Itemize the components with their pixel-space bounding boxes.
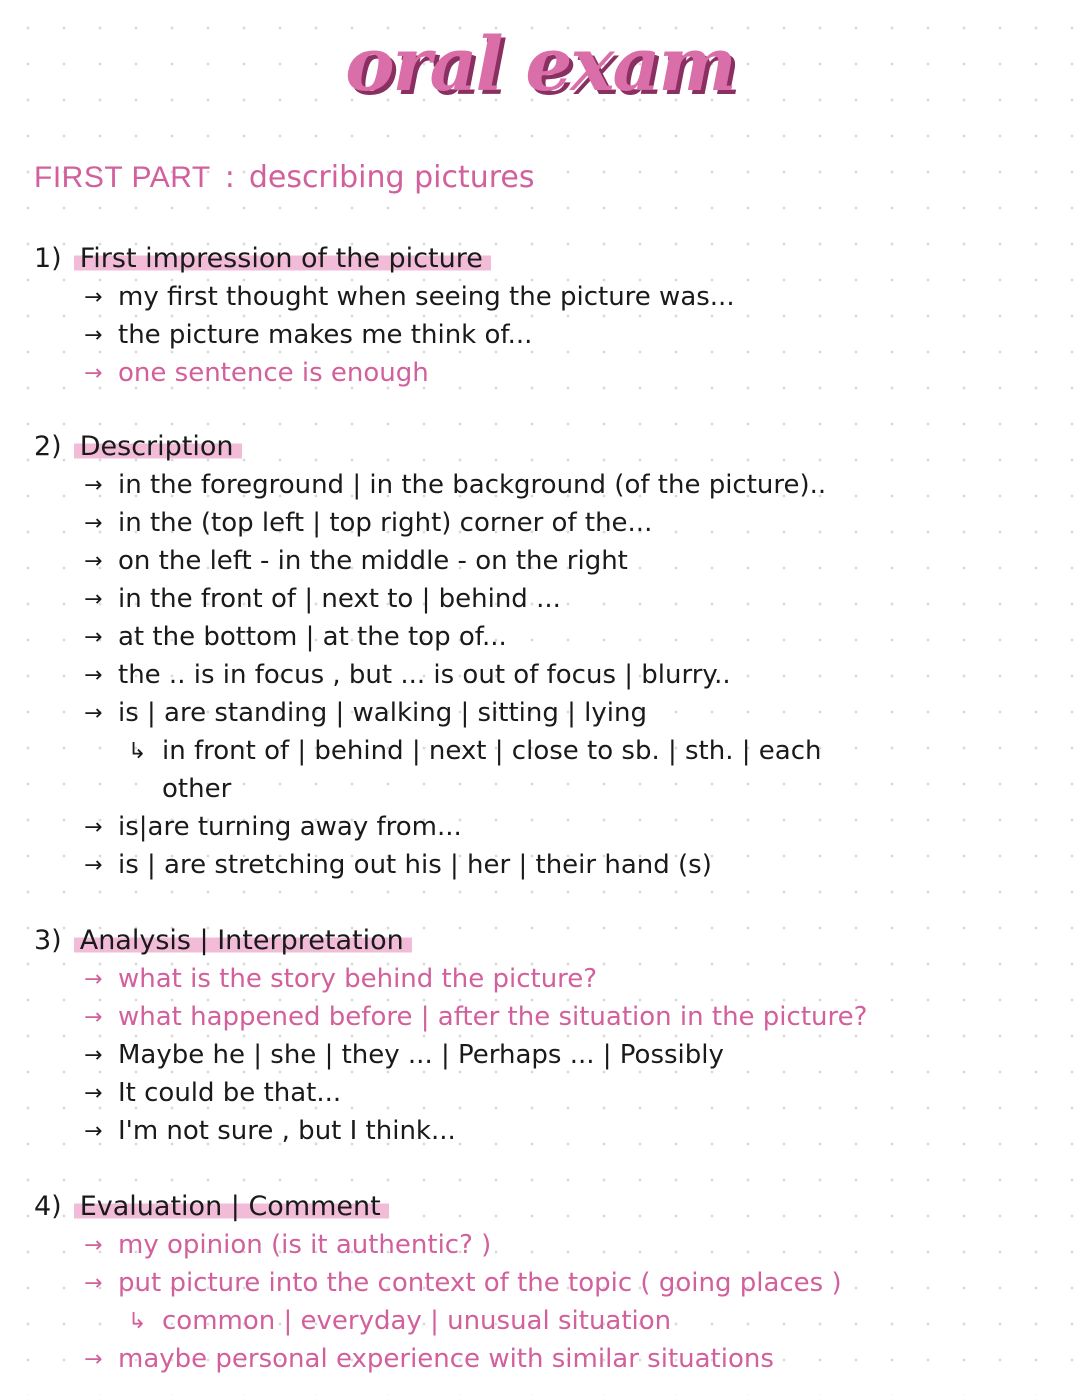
section-title: First impression of the picture xyxy=(74,243,491,274)
list-item-text: Maybe he | she | they ... | Perhaps ... | Possibly xyxy=(118,1040,724,1070)
list-item xyxy=(34,1036,1074,1074)
section-number: 1) xyxy=(34,242,62,274)
section-number: 3) xyxy=(34,924,62,956)
arrow-right-icon: → xyxy=(84,360,103,386)
list-item xyxy=(34,846,1074,884)
list-item xyxy=(34,542,1074,580)
list-item xyxy=(34,808,1074,846)
section-title: Analysis | Interpretation xyxy=(74,925,412,956)
list-item-text: my first thought when seeing the picture was... xyxy=(118,282,735,312)
return-arrow-icon: ↳ xyxy=(128,738,147,764)
list-item xyxy=(34,1112,1074,1150)
list-item xyxy=(34,316,1074,354)
list-item xyxy=(34,694,1074,732)
return-arrow-icon: ↳ xyxy=(128,1308,147,1334)
list-item-text: common | everyday | unusual situation xyxy=(162,1306,672,1336)
list-item-text: on the left - in the middle - on the right xyxy=(118,546,628,576)
sub-list-item-continuation xyxy=(34,770,1074,808)
list-item xyxy=(34,466,1074,504)
arrow-right-icon: → xyxy=(84,322,103,348)
arrow-right-icon: → xyxy=(84,586,103,612)
section-analysis xyxy=(34,920,1074,1150)
arrow-right-icon: → xyxy=(84,1346,103,1372)
section-title: Description xyxy=(74,431,242,462)
section-description xyxy=(34,426,1074,884)
list-item xyxy=(34,354,1074,392)
first-part-heading xyxy=(34,160,535,195)
list-item-text: in front of | behind | next | close to sb. | sth. | each xyxy=(162,736,822,766)
list-item xyxy=(34,278,1074,316)
list-item xyxy=(34,1264,1074,1302)
sub-list-item xyxy=(34,732,1074,770)
list-item-text: what is the story behind the picture? xyxy=(118,964,598,994)
list-item xyxy=(34,504,1074,542)
arrow-right-icon: → xyxy=(84,548,103,574)
list-item-text: other xyxy=(162,774,232,804)
list-item-text: the .. is in focus , but ... is out of focus | blurry.. xyxy=(118,660,731,690)
arrow-right-icon: → xyxy=(84,1004,103,1030)
list-item-text: in the front of | next to | behind ... xyxy=(118,584,561,614)
arrow-right-icon: → xyxy=(84,700,103,726)
section-evaluation xyxy=(34,1186,1074,1378)
list-item xyxy=(34,656,1074,694)
section-heading xyxy=(34,1186,1074,1226)
list-item xyxy=(34,998,1074,1036)
list-item-text: in the foreground | in the background (of the picture).. xyxy=(118,470,827,500)
arrow-right-icon: → xyxy=(84,1232,103,1258)
section-number: 2) xyxy=(34,430,62,462)
arrow-right-icon: → xyxy=(84,852,103,878)
page-title: oral exam xyxy=(345,22,735,108)
list-item-text: is | are standing | walking | sitting | lying xyxy=(118,698,647,728)
arrow-right-icon: → xyxy=(84,814,103,840)
section-heading xyxy=(34,920,1074,960)
list-item-text: in the (top left | top right) corner of the... xyxy=(118,508,653,538)
list-item-text: the picture makes me think of... xyxy=(118,320,533,350)
list-item-text: It could be that... xyxy=(118,1078,342,1108)
list-item xyxy=(34,580,1074,618)
arrow-right-icon: → xyxy=(84,624,103,650)
first-part-separator: : xyxy=(224,160,235,195)
list-item xyxy=(34,1226,1074,1264)
list-item-text: maybe personal experience with similar situations xyxy=(118,1344,774,1374)
section-title: Evaluation | Comment xyxy=(74,1191,389,1222)
list-item xyxy=(34,960,1074,998)
first-part-label: FIRST PART xyxy=(34,161,211,194)
arrow-right-icon: → xyxy=(84,472,103,498)
list-item-text: put picture into the context of the topic ( going places ) xyxy=(118,1268,842,1298)
list-item xyxy=(34,1340,1074,1378)
arrow-right-icon: → xyxy=(84,662,103,688)
arrow-right-icon: → xyxy=(84,1270,103,1296)
arrow-right-icon: → xyxy=(84,966,103,992)
arrow-right-icon: → xyxy=(84,510,103,536)
first-part-topic: describing pictures xyxy=(248,160,535,195)
list-item-text: I'm not sure , but I think... xyxy=(118,1116,456,1146)
list-item-text: my opinion (is it authentic? ) xyxy=(118,1230,492,1260)
list-item-text: what happened before | after the situation in the picture? xyxy=(118,1002,868,1032)
list-item-text: one sentence is enough xyxy=(118,358,429,388)
section-heading xyxy=(34,426,1074,466)
list-item-text: is | are stretching out his | her | their hand (s) xyxy=(118,850,712,880)
arrow-right-icon: → xyxy=(84,284,103,310)
section-number: 4) xyxy=(34,1190,62,1222)
list-item xyxy=(34,1074,1074,1112)
list-item-text: is|are turning away from... xyxy=(118,812,462,842)
arrow-right-icon: → xyxy=(84,1042,103,1068)
arrow-right-icon: → xyxy=(84,1080,103,1106)
arrow-right-icon: → xyxy=(84,1118,103,1144)
section-first-impression xyxy=(34,238,1074,392)
list-item-text: at the bottom | at the top of... xyxy=(118,622,507,652)
list-item xyxy=(34,618,1074,656)
section-heading xyxy=(34,238,1074,278)
sub-list-item xyxy=(34,1302,1074,1340)
